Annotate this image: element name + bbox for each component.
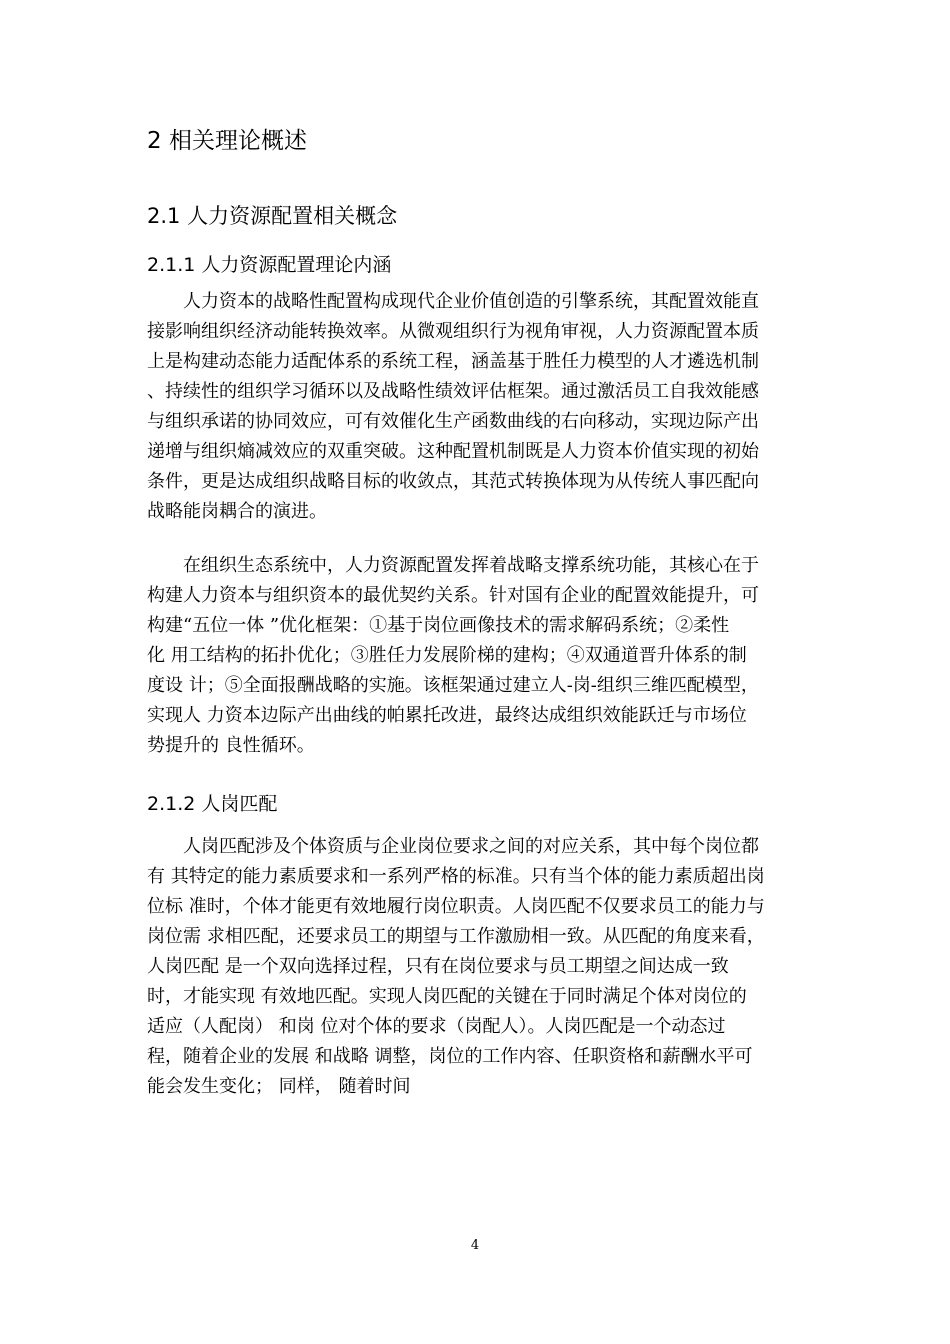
paragraph-line: 度设 计；⑤全面报酬战略的实施。该框架通过建立人-岗-组织三维匹配模型， <box>147 675 759 696</box>
paragraph-line: 实现人 力资本边际产出曲线的帕累托改进，最终达成组织效能跃迁与市场位 <box>147 705 747 726</box>
paragraph-line: 构建“五位一体 ”优化框架：①基于岗位画像技术的需求解码系统；②柔性 <box>147 615 730 636</box>
section-heading: 2.1 人力资源配置相关概念 <box>147 204 398 228</box>
paragraph-person-job-fit <box>147 832 815 1102</box>
paragraph-line: 人岗匹配 是一个双向选择过程，只有在岗位要求与员工期望之间达成一致 <box>147 956 729 977</box>
page-number: 4 <box>470 1238 480 1253</box>
paragraph-line: 化 用工结构的拓扑优化；③胜任力发展阶梯的建构；④双通道晋升体系的制 <box>147 645 747 666</box>
paragraph-line: 程，随着企业的发展 和战略 调整，岗位的工作内容、任职资格和薪酬水平可 <box>147 1046 753 1067</box>
paragraph-line: 人岗匹配涉及个体资质与企业岗位要求之间的对应关系，其中每个岗位都 <box>183 836 759 857</box>
paragraph-line: 岗位需 求相匹配，还要求员工的期望与工作激励相一致。从匹配的角度来看， <box>147 926 765 947</box>
paragraph-line: 有 其特定的能力素质要求和一系列严格的标准。只有当个体的能力素质超出岗 <box>147 866 765 887</box>
paragraph-line: 、持续性的组织学习循环以及战略性绩效评估框架。通过激活员工自我效能感 <box>147 381 759 402</box>
paragraph-line: 能会发生变化； 同样， 随着时间 <box>147 1076 411 1097</box>
paragraph-line: 与组织承诺的协同效应，可有效催化生产函数曲线的右向移动，实现边际产出 <box>147 411 759 432</box>
paragraph-line: 递增与组织熵减效应的双重突破。这种配置机制既是人力资本价值实现的初始 <box>147 441 759 462</box>
paragraph-line: 条件，更是达成组织战略目标的收敛点，其范式转换体现为从传统人事匹配向 <box>147 471 759 492</box>
paragraph-hr-allocation-theory <box>147 287 815 527</box>
subsection-heading-person-job-fit: 2.1.2 人岗匹配 <box>147 793 278 815</box>
paragraph-five-in-one-framework <box>147 551 815 761</box>
paragraph-line: 构建人力资本与组织资本的最优契约关系。针对国有企业的配置效能提升，可 <box>147 585 759 606</box>
paragraph-line: 上是构建动态能力适配体系的系统工程，涵盖基于胜任力模型的人才遴选机制 <box>147 351 759 372</box>
paragraph-line: 在组织生态系统中，人力资源配置发挥着战略支撑系统功能，其核心在于 <box>183 555 759 576</box>
paragraph-line: 势提升的 良性循环。 <box>147 735 315 756</box>
paragraph-line: 人力资本的战略性配置构成现代企业价值创造的引擎系统，其配置效能直 <box>183 291 759 312</box>
paragraph-line: 适应（人配岗） 和岗 位对个体的要求（岗配人）。人岗匹配是一个动态过 <box>147 1016 726 1037</box>
paragraph-line: 位标 准时，个体才能更有效地履行岗位职责。人岗匹配不仅要求员工的能力与 <box>147 896 765 917</box>
paragraph-line: 接影响组织经济动能转换效率。从微观组织行为视角审视，人力资源配置本质 <box>147 321 759 342</box>
subsection-heading-hr-allocation: 2.1.1 人力资源配置理论内涵 <box>147 254 392 276</box>
paragraph-line: 战略能岗耦合的演进。 <box>147 501 327 522</box>
paragraph-line: 时，才能实现 有效地匹配。实现人岗匹配的关键在于同时满足个体对岗位的 <box>147 986 747 1007</box>
chapter-heading: 2 相关理论概述 <box>147 128 307 154</box>
